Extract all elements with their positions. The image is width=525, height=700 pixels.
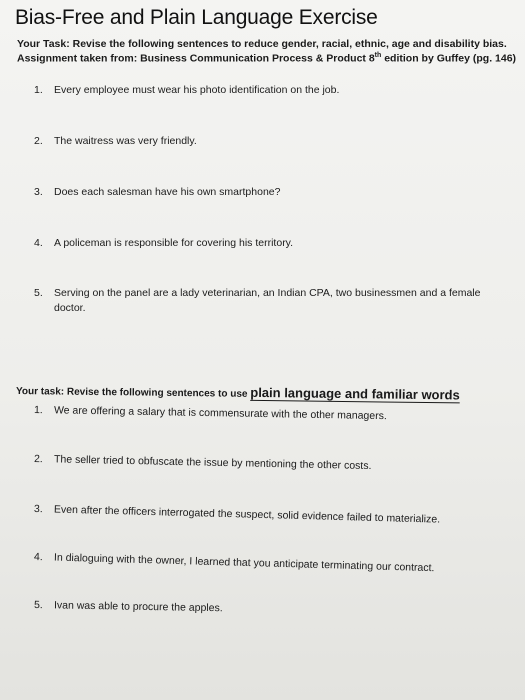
section2-item-4 bbox=[34, 550, 435, 576]
assignment-sup: th bbox=[374, 52, 382, 59]
item-number: 1. bbox=[33, 404, 43, 417]
assignment-prefix: Assignment taken from: Business Communication Process & Product 8 bbox=[17, 52, 375, 65]
section2-item-3 bbox=[34, 502, 440, 528]
task2-emphasis: plain language and familiar words bbox=[250, 384, 460, 403]
item-text: We are offering a salary that is commensurate with the other managers. bbox=[53, 404, 387, 423]
item-text: Does each salesman have his own smartphone? bbox=[54, 186, 281, 198]
assignment-suffix: edition by Guffey (pg. 146) bbox=[381, 52, 517, 65]
section2-item-5 bbox=[34, 598, 223, 616]
item-number: 2. bbox=[33, 453, 43, 466]
item-text: Serving on the panel are a lady veterinarian, an Indian CPA, two businessmen and a female doctor. bbox=[54, 287, 481, 314]
section2-item-1 bbox=[34, 403, 387, 424]
item-text: In dialoguing with the owner, I learned that you anticipate terminating our contract. bbox=[53, 551, 435, 575]
task2-prefix: Your task: Revise the following sentences to use bbox=[15, 386, 251, 400]
item-number: 4. bbox=[34, 237, 43, 249]
item-text: Even after the officers interrogated the suspect, solid evidence failed to materialize. bbox=[53, 503, 441, 526]
item-number: 3. bbox=[34, 186, 43, 198]
item-text: The seller tried to obfuscate the issue by mentioning the other costs. bbox=[53, 453, 372, 473]
section1-item-3 bbox=[34, 185, 280, 200]
item-text: Every employee must wear his photo identification on the job. bbox=[54, 84, 340, 96]
section1-item-1 bbox=[34, 83, 339, 98]
section1-item-2 bbox=[34, 134, 197, 149]
item-number: 5. bbox=[33, 599, 43, 612]
task1-instruction: Your Task: Revise the following sentences to reduce gender, racial, ethnic, age and disability bias. bbox=[17, 38, 507, 50]
task2-instruction bbox=[16, 382, 460, 402]
assignment-source bbox=[17, 52, 516, 65]
section1-item-4 bbox=[34, 236, 293, 251]
item-number: 3. bbox=[33, 503, 43, 516]
item-number: 5. bbox=[34, 287, 43, 299]
section1-item-5 bbox=[34, 286, 494, 316]
page-title: Bias-Free and Plain Language Exercise bbox=[15, 6, 378, 29]
section2-item-2 bbox=[34, 452, 372, 474]
item-number: 2. bbox=[34, 135, 43, 147]
item-text: The waitress was very friendly. bbox=[54, 135, 197, 147]
item-text: Ivan was able to procure the apples. bbox=[53, 599, 223, 615]
item-number: 1. bbox=[34, 84, 43, 96]
item-text: A policeman is responsible for covering his territory. bbox=[54, 237, 294, 249]
item-number: 4. bbox=[33, 551, 43, 564]
